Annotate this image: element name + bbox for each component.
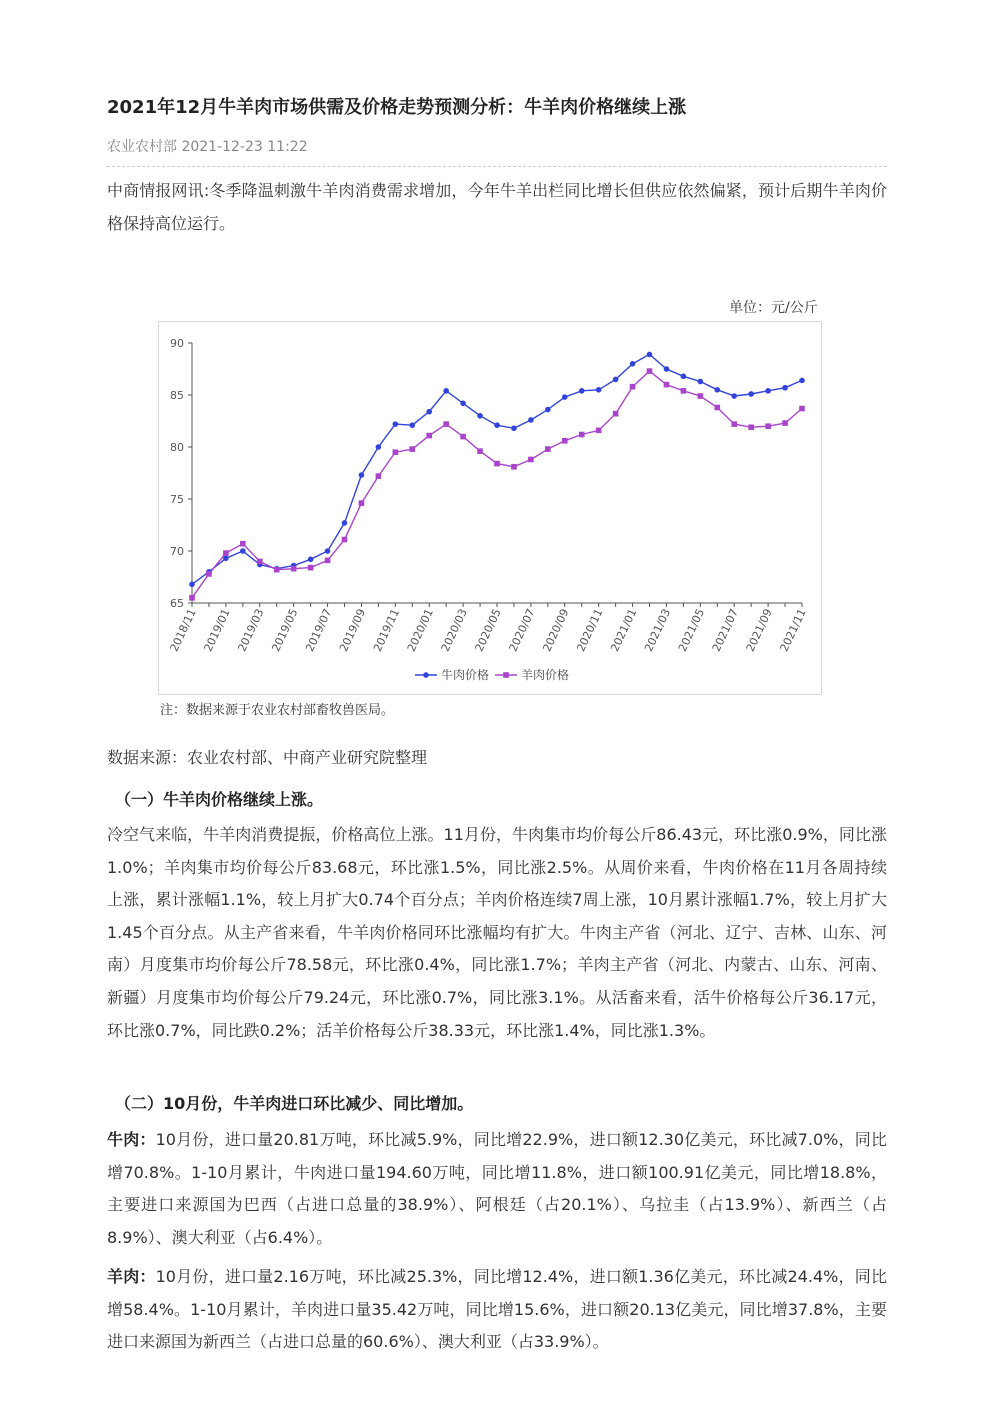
beef-data-point bbox=[799, 378, 805, 384]
article-meta: 农业农村部 2021-12-23 11:22 bbox=[107, 139, 308, 155]
mutton-data-point bbox=[257, 559, 263, 565]
x-tick-label: 2019/07 bbox=[303, 606, 335, 654]
beef-data-point bbox=[223, 555, 229, 561]
beef-data-point bbox=[393, 421, 399, 427]
x-tick-label: 2020/09 bbox=[540, 606, 572, 654]
beef-data-point bbox=[765, 388, 771, 394]
mutton-data-point bbox=[731, 421, 737, 427]
y-tick-label: 75 bbox=[170, 493, 184, 506]
beef-data-point bbox=[613, 377, 619, 383]
mutton-data-point bbox=[681, 388, 687, 394]
intro-paragraph: 中商情报网讯:冬季降温刺激牛羊肉消费需求增加，今年牛羊出栏同比增长但供应依然偏紧，预计后期牛羊肉价格保持高位运行。 bbox=[107, 181, 887, 233]
y-tick-label: 80 bbox=[170, 441, 184, 454]
mutton-data-point bbox=[562, 438, 568, 444]
x-tick-label: 2019/11 bbox=[370, 606, 403, 654]
beef-data-point bbox=[782, 385, 788, 391]
x-tick-label: 2019/01 bbox=[201, 606, 233, 654]
y-tick-label: 65 bbox=[170, 597, 184, 610]
x-tick-label: 2020/11 bbox=[574, 606, 606, 654]
beef-data-point bbox=[325, 548, 331, 554]
mutton-paragraph bbox=[107, 1261, 887, 1359]
beef-data-point bbox=[528, 417, 534, 423]
beef-data-point bbox=[342, 520, 348, 526]
divider bbox=[107, 166, 887, 167]
mutton-data-point bbox=[460, 434, 466, 440]
mutton-data-point bbox=[714, 405, 720, 411]
beef-data-point bbox=[681, 373, 687, 379]
x-tick-label: 2021/11 bbox=[777, 606, 809, 654]
beef-data-point bbox=[545, 407, 551, 413]
mutton-data-point bbox=[291, 566, 297, 572]
beef-data-point bbox=[562, 394, 568, 400]
mutton-data-point bbox=[409, 446, 415, 452]
mutton-data-point bbox=[376, 473, 382, 479]
y-tick-label: 70 bbox=[170, 545, 184, 558]
mutton-data-point bbox=[596, 428, 602, 434]
mutton-data-point bbox=[443, 421, 449, 427]
beef-data-point bbox=[748, 391, 754, 397]
x-tick-label: 2021/03 bbox=[642, 606, 674, 654]
legend-marker-square bbox=[503, 672, 509, 678]
mutton-data-point bbox=[393, 449, 399, 455]
mutton-data-point bbox=[698, 393, 704, 399]
mutton-data-point bbox=[613, 411, 619, 417]
mutton-text: 10月份，进口量2.16万吨，环比减25.3%，同比增12.4%，进口额1.36亿美元，环比减24.4%，同比增58.4%。1-10月累计，羊肉进口量35.42万吨，同比增15.6%，进口额20.13亿美元，同比增37.8%，主要进口来源国为新西兰（占进口总量的60.6%）、澳大利亚（占33.9%）。 bbox=[107, 1267, 887, 1352]
x-tick-label: 2021/05 bbox=[675, 606, 708, 654]
section1-paragraph: 冷空气来临，牛羊肉消费提振，价格高位上涨。11月份，牛肉集市均价每公斤86.43元，环比涨0.9%，同比涨1.0%；羊肉集市均价每公斤83.68元，环比涨1.5%，同比涨2.5%。从周价来看，牛肉价格在11月各周持续上涨，累计涨幅1.1%，较上月扩大0.74个百分点；羊肉价格连续7周上涨，10月累计涨幅1.7%，较上月扩大1.45个百分点。从主产省来看，牛羊肉价格同环比涨幅均有扩大。牛肉主产省（河北、辽宁、吉林、山东、河南）月度集市均价每公斤78.58元，环比涨0.4%，同比涨1.7%；羊肉主产省（河北、内蒙古、山东、河南、新疆）月度集市均价每公斤79.24元，环比涨0.7%，同比涨3.1%。从活畜来看，活牛价格每公斤36.17元，环比涨0.7%，同比跌0.2%；活羊价格每公斤38.33元，环比涨1.4%，同比涨1.3%。 bbox=[107, 825, 887, 1040]
y-tick-label: 90 bbox=[170, 337, 184, 350]
section1-heading: （一）牛羊肉价格继续上涨。 bbox=[115, 790, 324, 809]
x-tick-label: 2021/01 bbox=[608, 606, 640, 654]
beef-data-point bbox=[596, 387, 602, 393]
beef-data-point bbox=[359, 472, 365, 478]
legend-marker-circle bbox=[423, 672, 429, 678]
price-chart bbox=[158, 321, 822, 695]
mutton-data-point bbox=[630, 384, 636, 390]
mutton-data-point bbox=[223, 550, 229, 556]
mutton-data-point bbox=[308, 565, 314, 571]
beef-data-point bbox=[714, 387, 720, 393]
x-tick-label: 2019/03 bbox=[235, 606, 267, 654]
beef-paragraph bbox=[107, 1124, 887, 1254]
beef-data-point bbox=[731, 393, 737, 399]
mutton-data-point bbox=[359, 500, 365, 506]
unit-label: 单位：元/公斤 bbox=[729, 300, 818, 316]
x-tick-label: 2021/09 bbox=[743, 606, 775, 654]
beef-data-point bbox=[308, 557, 314, 563]
beef-data-point bbox=[376, 444, 382, 450]
mutton-data-point bbox=[426, 433, 432, 439]
mutton-data-point bbox=[748, 424, 754, 430]
x-tick-label: 2020/03 bbox=[438, 606, 470, 654]
x-tick-label: 2020/05 bbox=[472, 606, 504, 654]
beef-data-point bbox=[494, 422, 500, 428]
mutton-data-point bbox=[647, 368, 653, 374]
mutton-data-point bbox=[511, 464, 517, 470]
beef-data-point bbox=[460, 401, 466, 407]
beef-data-point bbox=[698, 379, 704, 385]
mutton-lead: 羊肉： bbox=[107, 1267, 156, 1286]
beef-lead: 牛肉： bbox=[107, 1130, 156, 1149]
mutton-data-point bbox=[325, 558, 331, 564]
mutton-data-point bbox=[528, 457, 534, 463]
beef-data-point bbox=[426, 409, 432, 415]
price-chart-svg bbox=[159, 322, 821, 694]
beef-data-point bbox=[189, 581, 195, 587]
mutton-data-point bbox=[579, 432, 585, 438]
mutton-data-point bbox=[494, 461, 500, 467]
x-tick-label: 2019/09 bbox=[337, 606, 369, 654]
x-tick-label: 2020/01 bbox=[404, 606, 436, 654]
beef-data-point bbox=[647, 352, 653, 358]
mutton-data-point bbox=[342, 537, 348, 543]
mutton-data-point bbox=[782, 420, 788, 426]
beef-data-point bbox=[443, 388, 449, 394]
x-tick-label: 2021/07 bbox=[709, 606, 741, 654]
mutton-data-point bbox=[274, 567, 280, 573]
legend-label: 羊肉价格 bbox=[521, 668, 570, 682]
beef-data-point bbox=[630, 361, 636, 367]
beef-data-point bbox=[477, 413, 483, 419]
series-line-mutton bbox=[192, 371, 802, 598]
x-tick-label: 2018/11 bbox=[167, 606, 199, 654]
mutton-data-point bbox=[765, 423, 771, 429]
beef-data-point bbox=[240, 548, 246, 554]
mutton-data-point bbox=[545, 446, 551, 452]
x-tick-label: 2020/07 bbox=[506, 606, 538, 654]
beef-data-point bbox=[511, 425, 517, 431]
article-title: 2021年12月牛羊肉市场供需及价格走势预测分析：牛羊肉价格继续上涨 bbox=[107, 97, 687, 118]
beef-data-point bbox=[664, 366, 670, 372]
chart-note: 注：数据来源于农业农村部畜牧兽医局。 bbox=[160, 703, 395, 718]
mutton-data-point bbox=[799, 406, 805, 412]
beef-text: 10月份，进口量20.81万吨，环比减5.9%，同比增22.9%，进口额12.30亿美元，环比减7.0%，同比增70.8%。1-10月累计，牛肉进口量194.60万吨，同比增11.8%，进口额100.91亿美元，同比增18.8%，主要进口来源国为巴西（占进口总量的38.9%）、阿根廷（占20.1%）、乌拉圭（占13.9%）、新西兰（占8.9%）、澳大利亚（占6.4%）。 bbox=[107, 1130, 887, 1247]
mutton-data-point bbox=[240, 541, 246, 547]
beef-data-point bbox=[579, 388, 585, 394]
data-source: 数据来源：农业农村部、中商产业研究院整理 bbox=[107, 748, 428, 767]
series-line-beef bbox=[192, 354, 802, 584]
mutton-data-point bbox=[664, 382, 670, 388]
y-tick-label: 85 bbox=[170, 389, 184, 402]
legend-label: 牛肉价格 bbox=[441, 668, 490, 682]
section2-heading: （二）10月份，牛羊肉进口环比减少、同比增加。 bbox=[115, 1094, 474, 1113]
mutton-data-point bbox=[189, 595, 195, 601]
mutton-data-point bbox=[206, 571, 212, 577]
x-tick-label: 2019/05 bbox=[269, 606, 301, 654]
beef-data-point bbox=[409, 422, 415, 428]
mutton-data-point bbox=[477, 448, 483, 454]
